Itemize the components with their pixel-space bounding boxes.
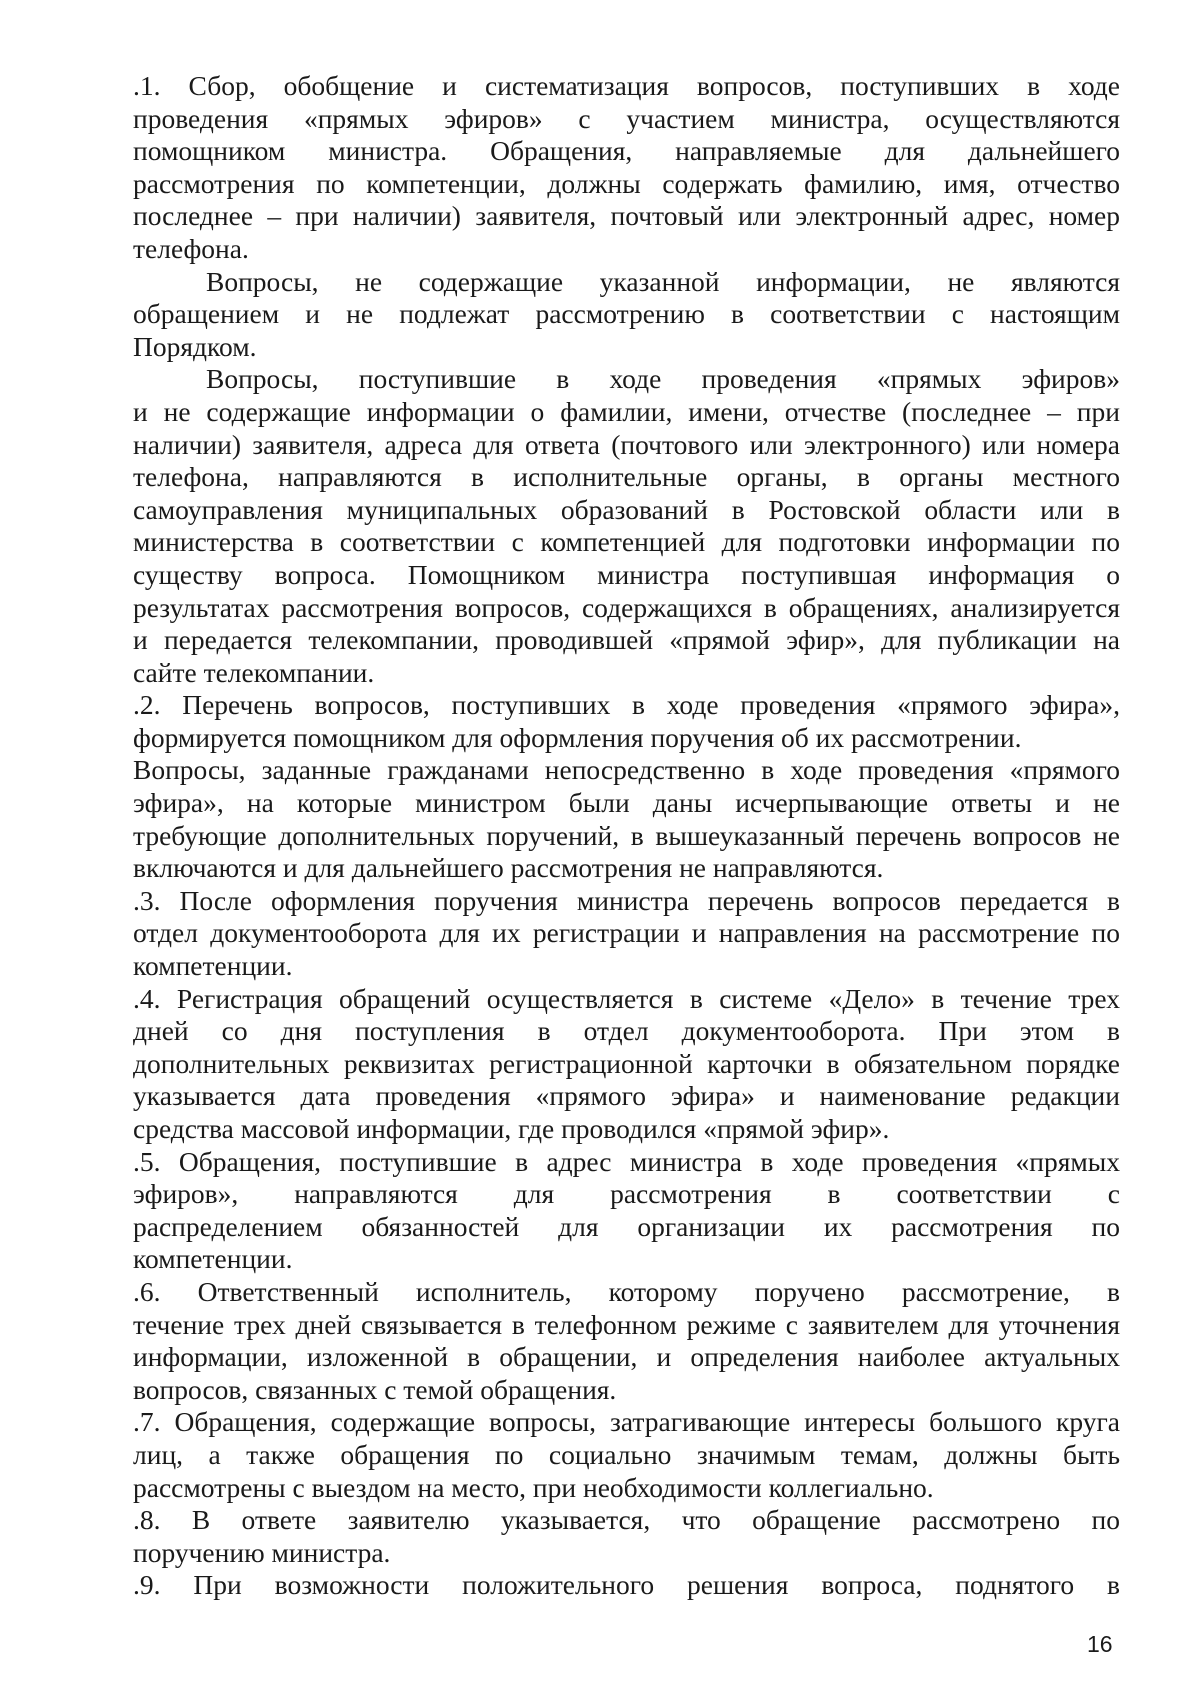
text-line: Вопросы, заданные гражданами непосредственно в ходе проведения «прямого [133, 754, 1120, 786]
paragraph [133, 885, 1120, 983]
text-line: и передается телекомпании, проводившей «прямой эфир», для публикации на [133, 624, 1120, 656]
text-line: Вопросы, не содержащие указанной информации, не являются [206, 265, 1120, 297]
paragraph [133, 1504, 1120, 1569]
text-line: включаются и для дальнейшего рассмотрения не направляются. [133, 852, 884, 884]
text-line: телефона. [133, 232, 249, 264]
text-line: обращением и не подлежат рассмотрению в соответствии с настоящим [133, 298, 1120, 330]
text-line: .1. Сбор, обобщение и систематизация вопросов, поступивших в ходе [133, 70, 1120, 101]
document-body [133, 70, 1120, 1602]
paragraph [133, 1146, 1120, 1276]
text-line: требующие дополнительных поручений, в вышеуказанный перечень вопросов не [133, 819, 1120, 851]
text-line: течение трех дней связывается в телефонном режиме с заявителем для уточнения [133, 1308, 1120, 1340]
text-line: помощником министра. Обращения, направляемые для дальнейшего [133, 135, 1120, 167]
paragraph [133, 1569, 1120, 1602]
text-line: поручению министра. [133, 1536, 391, 1568]
paragraph [133, 1406, 1120, 1504]
text-line: .2. Перечень вопросов, поступивших в ходе проведения «прямого эфира», [133, 689, 1120, 721]
text-line: Порядком. [133, 330, 257, 362]
text-line: существу вопроса. Помощником министра поступившая информация о [133, 558, 1120, 590]
text-line: средства массовой информации, где проводился «прямой эфир». [133, 1113, 890, 1144]
text-line: .9. При возможности положительного решения вопроса, поднятого в [133, 1569, 1120, 1601]
text-line: результатах рассмотрения вопросов, содержащихся в обращениях, анализируется [133, 591, 1120, 623]
text-line: .7. Обращения, содержащие вопросы, затрагивающие интересы большого круга [133, 1406, 1120, 1438]
text-line: формируется помощником для оформления поручения об их рассмотрении. [133, 721, 1022, 753]
text-line: рассмотрены с выездом на место, при необходимости коллегиально. [133, 1471, 934, 1503]
text-line: .5. Обращения, поступившие в адрес министра в ходе проведения «прямых [133, 1145, 1120, 1177]
text-line: самоуправления муниципальных образований в Ростовской области или в [133, 493, 1120, 525]
paragraph [133, 689, 1120, 754]
paragraph [133, 266, 1120, 364]
text-line: отдел документооборота для их регистрации и направления на рассмотрение по [133, 917, 1120, 949]
text-line: проведения «прямых эфиров» с участием министра, осуществляются [133, 102, 1120, 134]
text-line: информации, изложенной в обращении, и определения наиболее актуальных [133, 1341, 1120, 1373]
text-line: .4. Регистрация обращений осуществляется в системе «Дело» в течение трех [133, 982, 1120, 1014]
text-line: дней со дня поступления в отдел документооборота. При этом в [133, 1015, 1120, 1047]
text-line: .8. В ответе заявителю указывается, что обращение рассмотрено по [133, 1504, 1120, 1536]
text-line: вопросов, связанных с темой обращения. [133, 1373, 617, 1405]
text-line: министерства в соответствии с компетенцией для подготовки информации по [133, 526, 1120, 558]
text-line: Вопросы, поступившие в ходе проведения «прямых эфиров» [206, 363, 1120, 395]
text-line: рассмотрения по компетенции, должны содержать фамилию, имя, отчество [133, 167, 1120, 199]
paragraph [133, 983, 1120, 1146]
text-line: лиц, а также обращения по социально значимым темам, должны быть [133, 1438, 1120, 1470]
text-line: наличии) заявителя, адреса для ответа (почтового или электронного) или номера [133, 428, 1120, 460]
text-line: эфира», на которые министром были даны исчерпывающие ответы и не [133, 787, 1120, 819]
paragraph [133, 363, 1120, 689]
paragraph [133, 1276, 1120, 1406]
text-line: компетенции. [133, 950, 293, 982]
paragraph [133, 70, 1120, 266]
text-line: и не содержащие информации о фамилии, имени, отчестве (последнее – при [133, 395, 1120, 427]
text-line: эфиров», направляются для рассмотрения в соответствии с [133, 1178, 1120, 1210]
text-line: сайте телекомпании. [133, 656, 375, 688]
page-number: 16 [1087, 1631, 1113, 1657]
text-line: дополнительных реквизитах регистрационной карточки в обязательном порядке [133, 1047, 1120, 1079]
text-line: указывается дата проведения «прямого эфира» и наименование редакции [133, 1080, 1120, 1112]
text-line: .3. После оформления поручения министра перечень вопросов передается в [133, 884, 1120, 916]
paragraph [133, 754, 1120, 884]
text-line: распределением обязанностей для организации их рассмотрения по [133, 1210, 1120, 1242]
text-line: .6. Ответственный исполнитель, которому поручено рассмотрение, в [133, 1275, 1120, 1307]
text-line: последнее – при наличии) заявителя, почтовый или электронный адрес, номер [133, 200, 1120, 232]
text-line: телефона, направляются в исполнительные органы, в органы местного [133, 461, 1120, 493]
text-line: компетенции. [133, 1243, 293, 1275]
